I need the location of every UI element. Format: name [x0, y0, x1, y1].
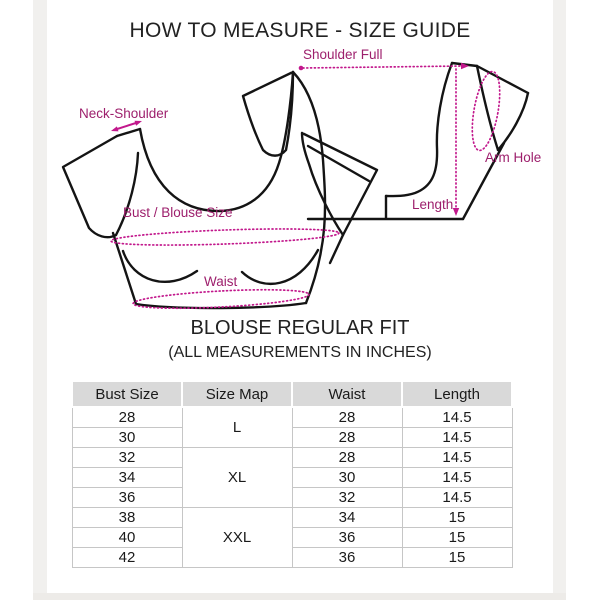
length-arrowhead	[453, 208, 459, 216]
size-table	[71, 380, 513, 568]
cell-bust-size: 40	[72, 528, 182, 548]
cell-size-map: XL	[182, 448, 292, 508]
image-edge-bottom	[33, 593, 566, 600]
cell-waist: 32	[292, 488, 402, 508]
label-bust-blouse-size: Bust / Blouse Size	[123, 205, 233, 220]
cell-waist: 28	[292, 428, 402, 448]
table-row	[72, 548, 512, 568]
table-row	[72, 468, 512, 488]
left-sleeve-outline	[63, 136, 117, 237]
cell-bust-size: 32	[72, 448, 182, 468]
shoulder-full-start-dot	[299, 66, 304, 71]
table-row	[72, 428, 512, 448]
cell-length: 14.5	[402, 428, 512, 448]
cell-length: 14.5	[402, 448, 512, 468]
cell-length: 14.5	[402, 488, 512, 508]
side-sleeve-inner	[477, 66, 498, 150]
table-row	[72, 528, 512, 548]
neck-shoulder-arrow	[114, 122, 139, 130]
cell-length: 15	[402, 528, 512, 548]
label-shoulder-full: Shoulder Full	[303, 47, 383, 62]
cell-length: 14.5	[402, 468, 512, 488]
size-table-body	[72, 407, 512, 568]
bust-measure-line	[111, 226, 339, 248]
cell-size-map: L	[182, 407, 292, 448]
side-view-blouse	[299, 63, 528, 219]
cell-bust-size: 28	[72, 407, 182, 428]
neck-shoulder-arrowhead-left	[111, 126, 119, 131]
side-front-curve	[386, 63, 452, 196]
cell-bust-size: 38	[72, 508, 182, 528]
table-row	[72, 488, 512, 508]
section-title: BLOUSE REGULAR FIT	[190, 317, 410, 339]
cell-bust-size: 42	[72, 548, 182, 568]
cell-size-map: XXL	[182, 508, 292, 568]
col-header-waist: Waist	[292, 381, 402, 407]
label-neck-shoulder: Neck-Shoulder	[79, 106, 169, 121]
col-header-bust-size: Bust Size	[72, 381, 182, 407]
cell-waist: 28	[292, 407, 402, 428]
cell-waist: 36	[292, 528, 402, 548]
left-armhole-seam	[116, 153, 138, 235]
neckline-scoop	[140, 72, 293, 211]
label-arm-hole: Arm Hole	[485, 150, 542, 165]
table-row	[72, 407, 512, 428]
table-row	[72, 448, 512, 468]
body-right-edge	[293, 72, 325, 303]
cell-length: 15	[402, 548, 512, 568]
cell-bust-size: 30	[72, 428, 182, 448]
right-sleeve-front	[243, 72, 293, 156]
cell-waist: 30	[292, 468, 402, 488]
cell-length: 15	[402, 508, 512, 528]
label-length: Length	[412, 197, 454, 212]
label-waist: Waist	[204, 274, 238, 289]
underbust-curve-right	[242, 250, 318, 284]
cell-waist: 28	[292, 448, 402, 468]
right-sleeve-tip-line	[330, 235, 343, 263]
left-shoulder-top	[117, 129, 140, 136]
page-title: HOW TO MEASURE - SIZE GUIDE	[129, 19, 471, 42]
size-table-header	[72, 381, 512, 407]
cell-length: 14.5	[402, 407, 512, 428]
cell-waist: 36	[292, 548, 402, 568]
cell-bust-size: 34	[72, 468, 182, 488]
section-subtitle: (ALL MEASUREMENTS IN INCHES)	[168, 344, 432, 361]
side-sleeve-outer	[498, 93, 528, 150]
table-row	[72, 508, 512, 528]
cell-bust-size: 36	[72, 488, 182, 508]
col-header-size-map: Size Map	[182, 381, 292, 407]
cell-waist: 34	[292, 508, 402, 528]
shoulder-full-measure-line	[303, 66, 462, 68]
neck-shoulder-arrowhead-right	[135, 121, 143, 126]
col-header-length: Length	[402, 381, 512, 407]
underbust-curve-left	[123, 251, 197, 282]
